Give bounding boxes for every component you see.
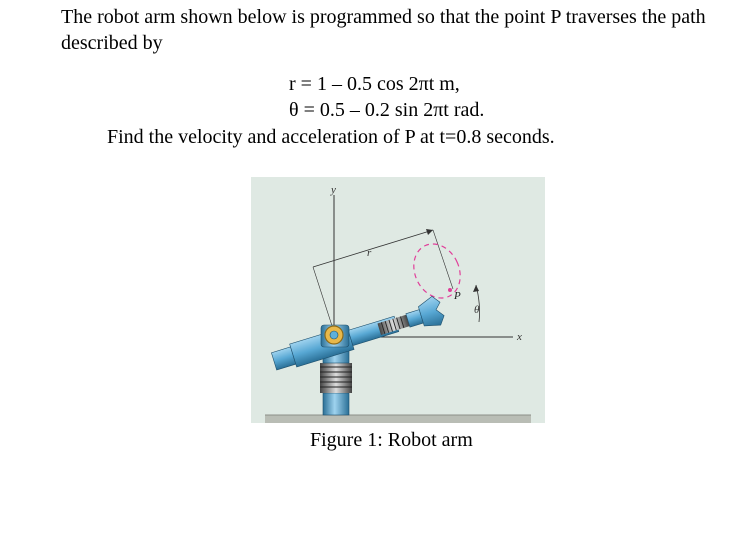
x-axis-label: x — [517, 331, 522, 343]
y-axis-label: y — [331, 184, 336, 196]
point-p — [448, 288, 452, 292]
theta-label: θ — [474, 304, 480, 316]
problem-question: Find the velocity and acceleration of P at t=0.8 seconds. — [107, 126, 555, 148]
equation-theta: θ = 0.5 – 0.2 sin 2πt rad. — [289, 99, 485, 121]
problem-intro: The robot arm shown below is programmed so that the point P traverses the path described by — [61, 6, 706, 54]
figure-caption: Figure 1: Robot arm — [310, 429, 473, 451]
point-p-label: P — [454, 290, 461, 302]
figure-background — [251, 177, 545, 423]
equation-r: r = 1 – 0.5 cos 2πt m, — [289, 73, 460, 95]
robot-arm-figure — [251, 177, 545, 423]
ground — [265, 415, 531, 423]
r-label: r — [367, 247, 372, 259]
base-foot — [323, 393, 349, 415]
